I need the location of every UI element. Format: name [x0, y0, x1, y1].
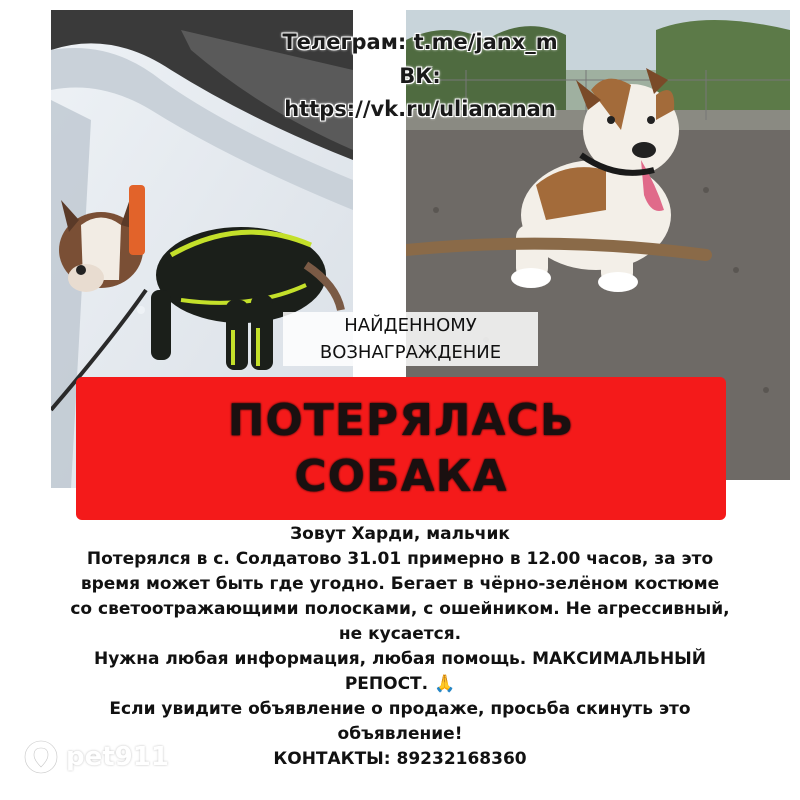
description-line: не кусается. — [338, 624, 462, 644]
contacts-line[interactable]: КОНТАКТЫ: 89232168360 — [273, 749, 527, 769]
reward-line-2: ВОЗНАГРАЖДЕНИЕ — [319, 342, 502, 363]
vk-link[interactable]: https://vk.ru/uliananan — [284, 97, 556, 121]
banner-line-2: СОБАКА — [294, 450, 508, 502]
lost-dog-banner — [76, 377, 726, 520]
description-text — [20, 522, 780, 772]
request-line: Нужна любая информация, любая помощь. МАКСИМАЛЬНЫЙ — [93, 649, 707, 669]
request-line: РЕПОСТ. 🙏 — [344, 674, 456, 694]
banner-line-1: ПОТЕРЯЛАСЬ — [227, 394, 575, 446]
watermark — [22, 738, 169, 776]
dog-name-line: Зовут Харди, мальчик — [290, 524, 510, 544]
watermark-text: pet911 — [66, 742, 169, 772]
description-line: Потерялся в с. Солдатово 31.01 примерно в 12.00 часов, за это — [86, 549, 714, 569]
description-line: время может быть где угодно. Бегает в чёрно-зелёном костюме — [80, 574, 720, 594]
telegram-contact[interactable]: Телеграм: t.me/janx_m — [282, 30, 558, 54]
reward-notice — [283, 312, 538, 366]
description-line: со светоотражающими полосками, с ошейником. Не агрессивный, — [70, 599, 730, 619]
reward-line-1: НАЙДЕННОМУ — [344, 315, 477, 336]
pet911-logo-icon — [22, 738, 60, 776]
vk-label: ВК: — [399, 64, 441, 88]
sale-notice-line: Если увидите объявление о продаже, просьба скинуть это — [109, 699, 691, 719]
sale-notice-line: объявление! — [337, 724, 463, 744]
